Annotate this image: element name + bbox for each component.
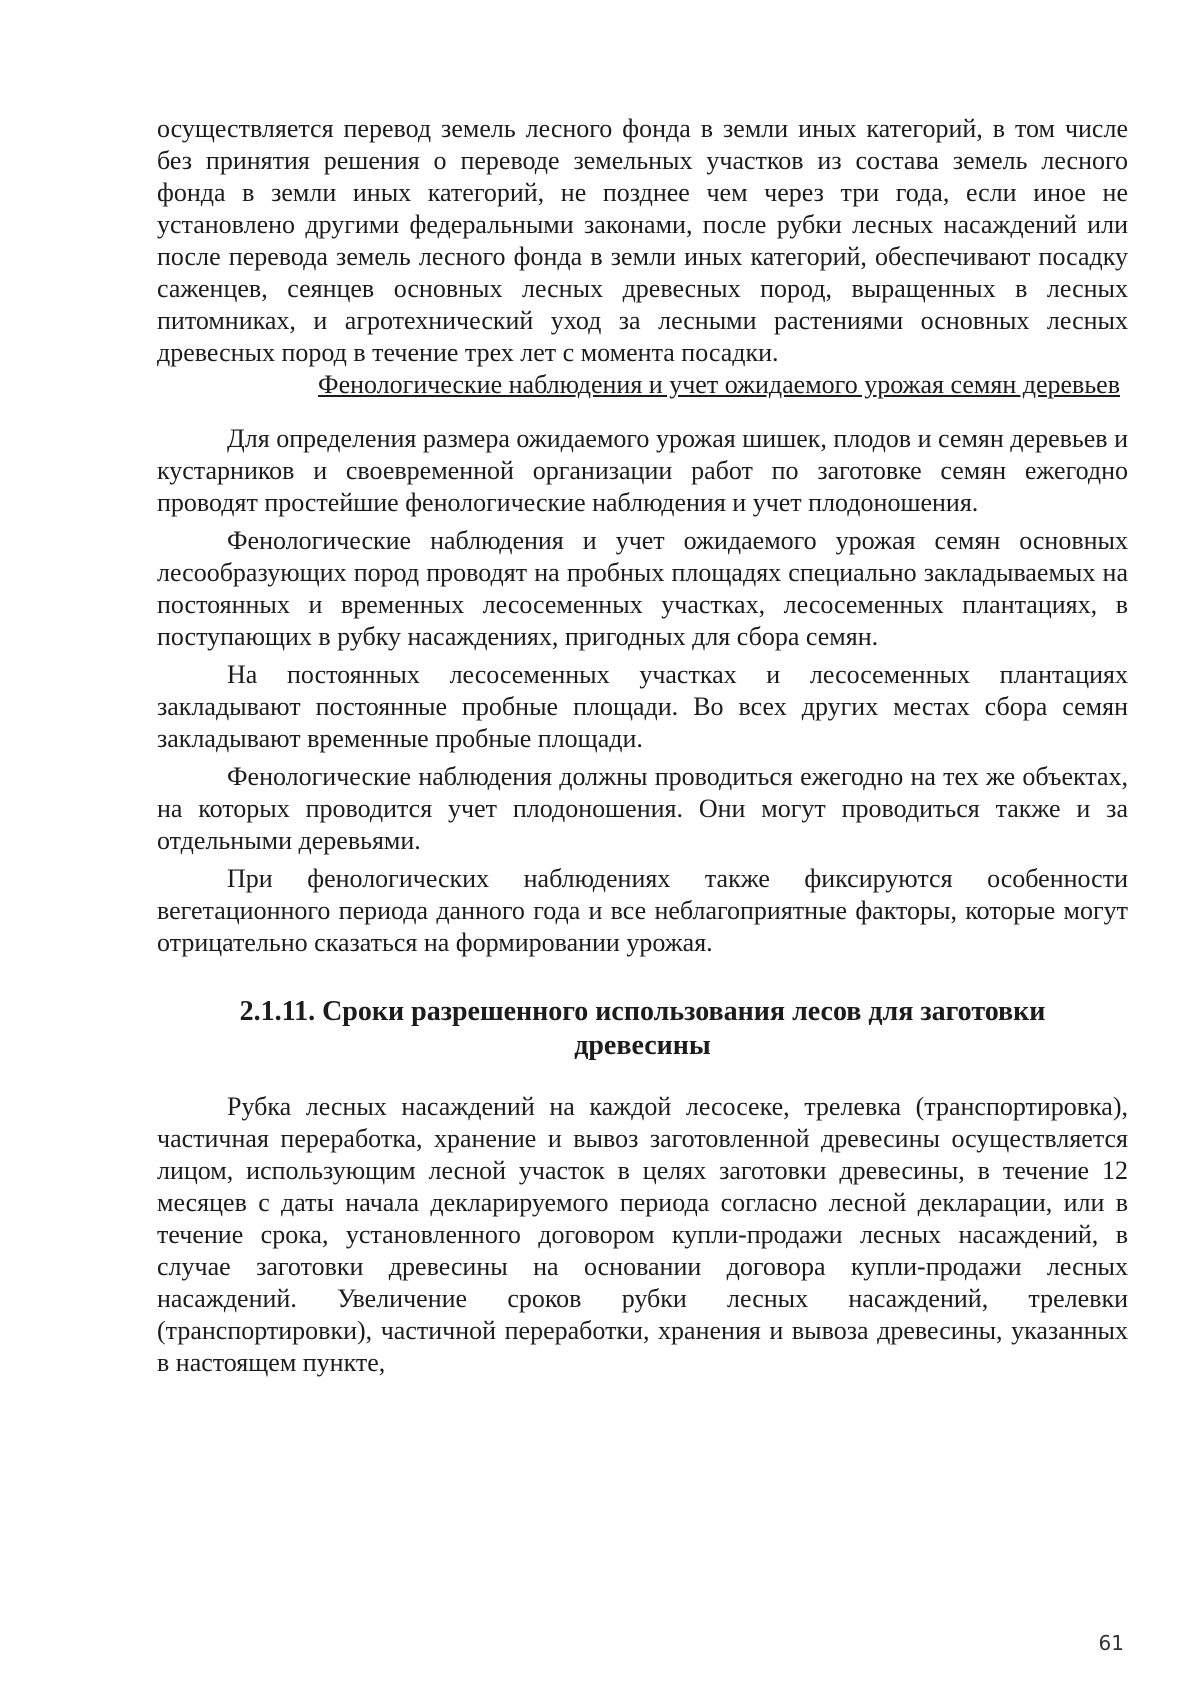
paragraph: При фенологических наблюдениях также фиксируются особенности вегетационного периода данного года и все неблагоприятные факторы, которые могут отрицательно сказаться на формировании урожая. — [157, 864, 1128, 957]
paragraph-continued: осуществляется перевод земель лесного фонда в земли иных категорий, в том числе без принятия решения о переводе земельных участков из состава земель лесного фонда в земли иных категорий, не позднее чем через три года, если иное не установлено другими федеральными законами, после рубки лесных насаждений или после перевода земель лесного фонда в земли иных категорий, обеспечивают посадку саженцев, сеянцев основных лесных древесных пород, выращенных в лесных питомниках, и агротехнический уход за лесными растениями основных лесных древесных пород в течение трех лет с момента посадки. — [157, 114, 1128, 367]
section-heading: 2.1.11. Сроки разрешенного использования лесов для заготовки древесины — [239, 996, 1046, 1061]
page-number: 61 — [1098, 1631, 1124, 1655]
paragraph: Фенологические наблюдения и учет ожидаемого урожая семян основных лесообразующих пород проводят на пробных площадях специально закладываемых на постоянных и временных лесосеменных участках, лесосеменных плантациях, в поступающих в рубку насаждениях, пригодных для сбора семян. — [157, 526, 1128, 651]
subheading-phenological-observations: Фенологические наблюдения и учет ожидаемого урожая семян деревьев — [318, 370, 1120, 399]
spacer — [157, 1063, 1128, 1091]
paragraph: Для определения размера ожидаемого урожая шишек, плодов и семян деревьев и кустарников и своевременной организации работ по заготовке семян ежегодно проводят простейшие фенологические наблюдения и учет плодоношения. — [157, 424, 1128, 517]
paragraph: Фенологические наблюдения должны проводиться ежегодно на тех же объектах, на которых проводится учет плодоношения. Они могут проводиться также и за отдельными деревьями. — [157, 762, 1128, 855]
middle-section — [157, 423, 1128, 959]
paragraph: Рубка лесных насаждений на каждой лесосеке, трелевка (транспортировка), частичная переработка, хранение и вывоз заготовленной древесины осуществляется лицом, использующим лесной участок в целях заготовки древесины, в течение 12 месяцев с даты начала декларируемого периода согласно лесной декларации, или в течение срока, установленного договором купли-продажи лесных насаждений, в случае заготовки древесины на основании договора купли-продажи лесных насаждений. Увеличение сроков рубки лесных насаждений, трелевки (транспортировки), частичной переработки, хранения и вывоза древесины, указанных в настоящем пункте, — [157, 1092, 1128, 1377]
page-content — [157, 113, 1128, 1379]
paragraph: На постоянных лесосеменных участках и лесосеменных плантациях закладывают постоянные пробные площади. Во всех других местах сбора семян закладывают временные пробные площади. — [157, 660, 1128, 753]
